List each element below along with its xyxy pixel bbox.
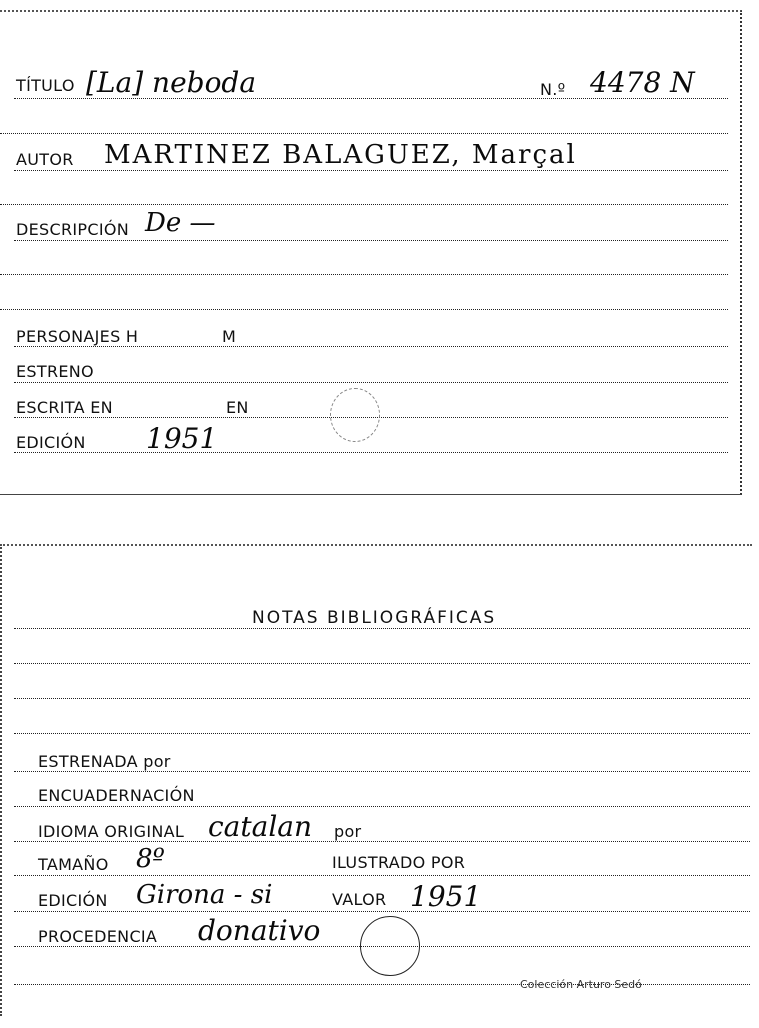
heading-rule: [14, 628, 750, 629]
autor-rule: [14, 170, 728, 171]
titulo-label: TÍTULO: [16, 76, 75, 95]
blank-rule-4: [0, 309, 728, 310]
edicion-rule: [14, 452, 728, 453]
personajes-m-label: M: [222, 327, 237, 346]
autor-label: AUTOR: [16, 150, 74, 169]
descripcion-label: DESCRIPCIÓN: [16, 220, 129, 239]
blank-rule-3: [0, 274, 728, 275]
idioma-label: IDIOMA ORIGINAL: [38, 822, 185, 841]
stamp-mark: [330, 388, 380, 442]
blank-rule-7: [14, 733, 750, 734]
encuadernacion-rule: [14, 806, 750, 807]
idioma-por-label: por: [334, 822, 362, 841]
procedencia-rule: [14, 946, 750, 947]
valor-label: VALOR: [332, 890, 387, 909]
estreno-label: ESTRENO: [16, 362, 94, 381]
collection-footer: Colección Arturo Sedó: [520, 978, 642, 991]
edicion-back-label: EDICIÓN: [38, 891, 108, 910]
estreno-rule: [14, 382, 728, 383]
blank-rule-2: [0, 204, 728, 205]
idioma-rule: [14, 841, 750, 842]
encuadernacion-label: ENCUADERNACIÓN: [38, 786, 195, 805]
tamano-value: 8º: [136, 844, 165, 874]
estrenada-rule: [14, 771, 750, 772]
autor-value: MARTINEZ BALAGUEZ, Marçal: [104, 140, 577, 170]
procedencia-label: PROCEDENCIA: [38, 927, 158, 946]
blank-rule-5: [14, 663, 750, 664]
procedencia-value: donativo: [198, 914, 321, 947]
notas-heading: NOTAS BIBLIOGRÁFICAS: [252, 608, 497, 628]
estrenada-label: ESTRENADA por: [38, 752, 171, 771]
titulo-rule: [14, 98, 728, 99]
titulo-value: [La] neboda: [86, 66, 257, 99]
numero-value: 4478 N: [590, 66, 695, 99]
edicion-back-value: Girona - si: [136, 880, 273, 910]
idioma-value: catalan: [208, 810, 313, 843]
personajes-label: PERSONAJES H: [16, 327, 139, 346]
tamano-label: TAMAÑO: [38, 855, 109, 874]
tamano-rule: [14, 875, 750, 876]
blank-rule-6: [14, 698, 750, 699]
ilustrado-label: ILUSTRADO POR: [332, 853, 466, 872]
escrita-label: ESCRITA EN: [16, 398, 113, 417]
valor-value: 1951: [410, 880, 482, 913]
numero-label: N.º: [540, 80, 566, 99]
blank-rule-1: [0, 133, 728, 134]
edicion-value: 1951: [146, 422, 218, 455]
escrita-en-label: EN: [226, 398, 249, 417]
edicion-label: EDICIÓN: [16, 433, 86, 452]
descripcion-value: De —: [145, 208, 216, 238]
descripcion-rule: [14, 240, 728, 241]
edicion-back-rule: [14, 911, 750, 912]
personajes-rule: [14, 346, 728, 347]
